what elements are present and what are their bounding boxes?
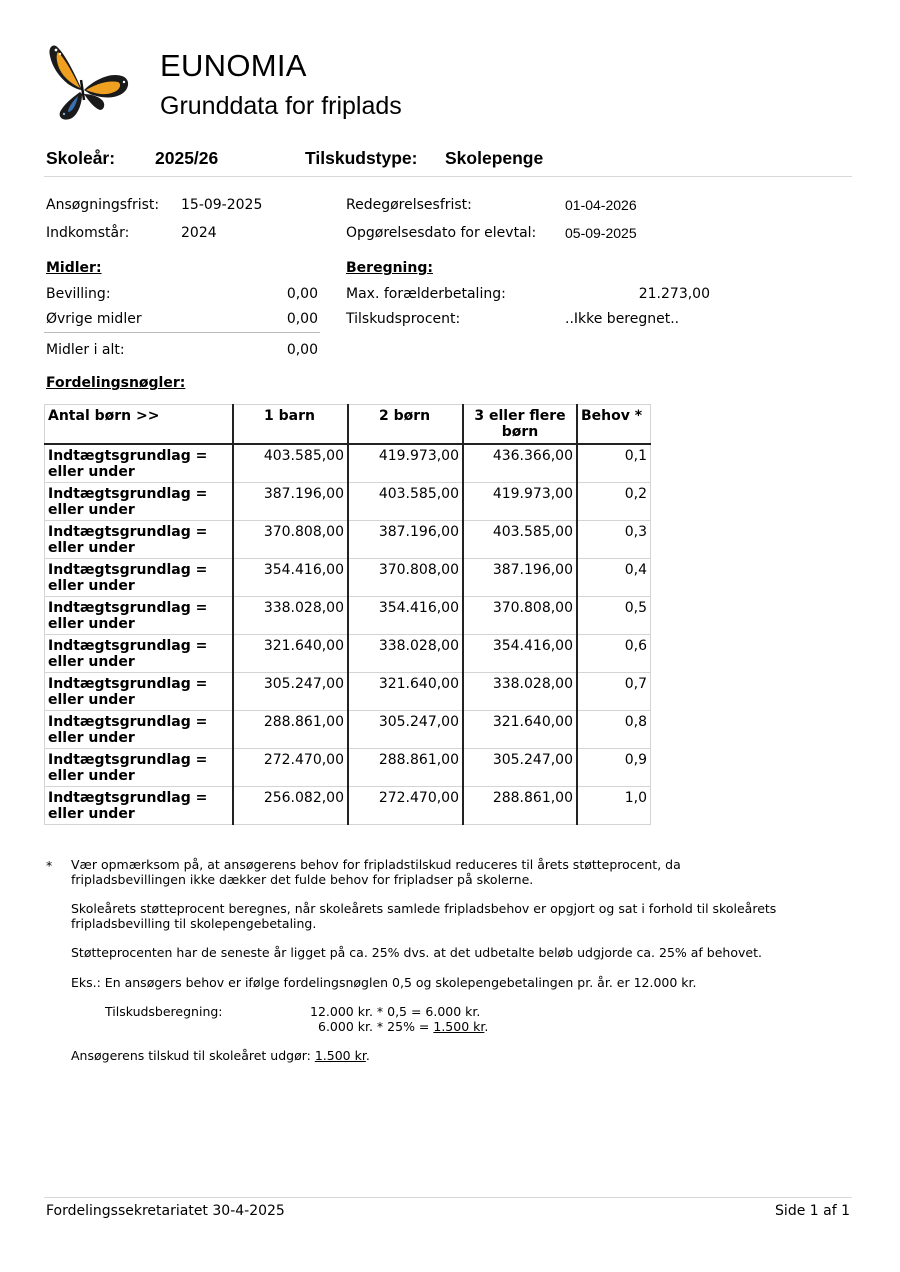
cell-3-children: 419.973,00: [463, 483, 577, 521]
other-funds-value: 0,00: [286, 311, 318, 327]
cell-3-children: 387.196,00: [463, 559, 577, 597]
cell-need: 0,5: [577, 597, 651, 635]
calc-line2-result: 1.500 kr: [433, 1019, 485, 1034]
cell-3-children: 354.416,00: [463, 635, 577, 673]
table-row: [45, 521, 651, 559]
distribution-table: [44, 404, 651, 825]
note-p3: Støtteprocenten har de seneste år ligget på ca. 25% dvs. at det udbetalte beløb udgjorde ca. 25% af behovet.: [71, 945, 762, 960]
cell-2-children: 354.416,00: [348, 597, 463, 635]
cell-1-child: 387.196,00: [233, 483, 348, 521]
table-row: [45, 444, 651, 483]
count-date-value: 05-09-2025: [565, 225, 637, 241]
note-p4: Eks.: En ansøgers behov er ifølge fordelingsnøglen 0,5 og skolepengebetalingen pr. år. er 12.000 kr.: [71, 975, 697, 990]
cell-1-child: 354.416,00: [233, 559, 348, 597]
funds-title: Midler:: [46, 260, 102, 276]
cell-2-children: 305.247,00: [348, 711, 463, 749]
row-label-cell: Indtægtsgrundlag = eller under: [45, 597, 234, 635]
cell-2-children: 321.640,00: [348, 673, 463, 711]
max-parent-value: 21.273,00: [638, 286, 710, 302]
cell-need: 0,8: [577, 711, 651, 749]
page-subtitle: Grunddata for friplads: [160, 92, 402, 120]
cell-2-children: 403.585,00: [348, 483, 463, 521]
note-p1: Vær opmærksom på, at ansøgerens behov for fripladstilskud reduceres til årets støtteprocent, da fripladsbevillingen ikke dækker det fulde behov for fripladser på skolerne.: [71, 857, 681, 887]
row-label-cell: Indtægtsgrundlag = eller under: [45, 483, 234, 521]
row-label-cell: Indtægtsgrundlag = eller under: [45, 673, 234, 711]
total-funds-label: Midler i alt:: [46, 342, 125, 358]
cell-3-children: 321.640,00: [463, 711, 577, 749]
cell-1-child: 403.585,00: [233, 444, 348, 483]
cell-need: 0,3: [577, 521, 651, 559]
income-year-label: Indkomstår:: [46, 225, 130, 241]
cell-need: 0,1: [577, 444, 651, 483]
cell-2-children: 419.973,00: [348, 444, 463, 483]
table-row: [45, 673, 651, 711]
grant-value: 0,00: [286, 286, 318, 302]
total-funds-value: 0,00: [286, 342, 318, 358]
percent-value: ..Ikke beregnet..: [565, 311, 680, 327]
final-result: 1.500 kr: [314, 1048, 366, 1063]
row-label-cell: Indtægtsgrundlag = eller under: [45, 749, 234, 787]
other-funds-label: Øvrige midler: [46, 311, 142, 327]
cell-3-children: 436.366,00: [463, 444, 577, 483]
deadline-value: 15-09-2025: [181, 197, 263, 213]
table-row: [45, 711, 651, 749]
header-need: Behov *: [577, 405, 651, 445]
footer-divider: [44, 1197, 852, 1198]
distribution-title: Fordelingsnøgler:: [46, 375, 186, 391]
cell-1-child: 321.640,00: [233, 635, 348, 673]
calc-line2-suffix: .: [484, 1019, 489, 1034]
cell-2-children: 338.028,00: [348, 635, 463, 673]
income-year-value: 2024: [181, 225, 217, 241]
deadline-label: Ansøgningsfrist:: [46, 197, 160, 213]
cell-3-children: 288.861,00: [463, 787, 577, 825]
table-row: [45, 559, 651, 597]
row-label-cell: Indtægtsgrundlag = eller under: [45, 787, 234, 825]
cell-2-children: 288.861,00: [348, 749, 463, 787]
row-label-cell: Indtægtsgrundlag = eller under: [45, 559, 234, 597]
cell-need: 0,7: [577, 673, 651, 711]
cell-1-child: 370.808,00: [233, 521, 348, 559]
count-date-label: Opgørelsesdato for elevtal:: [346, 225, 537, 241]
final-prefix: Ansøgerens tilskud til skoleåret udgør:: [71, 1048, 315, 1063]
calc-example-label: Tilskudsberegning:: [105, 1004, 223, 1019]
report-deadline-value: 01-04-2026: [565, 197, 637, 213]
row-label-cell: Indtægtsgrundlag = eller under: [45, 521, 234, 559]
cell-need: 0,2: [577, 483, 651, 521]
row-label-cell: Indtægtsgrundlag = eller under: [45, 711, 234, 749]
calc-line2-prefix: 6.000 kr. * 25% =: [318, 1019, 434, 1034]
footer-page-number: Side 1 af 1: [775, 1203, 850, 1219]
grant-label: Bevilling:: [46, 286, 111, 302]
table-row: [45, 483, 651, 521]
grant-type-value: Skolepenge: [445, 148, 544, 168]
cell-1-child: 256.082,00: [233, 787, 348, 825]
cell-1-child: 288.861,00: [233, 711, 348, 749]
header-divider: [44, 176, 852, 177]
max-parent-label: Max. forælderbetaling:: [346, 286, 506, 302]
final-grant-line: [71, 1048, 370, 1063]
cell-need: 0,6: [577, 635, 651, 673]
cell-need: 0,4: [577, 559, 651, 597]
percent-label: Tilskudsprocent:: [346, 311, 461, 327]
row-label-cell: Indtægtsgrundlag = eller under: [45, 444, 234, 483]
report-deadline-label: Redegørelsesfrist:: [346, 197, 472, 213]
note-p2: Skoleårets støtteprocent beregnes, når skoleårets samlede fripladsbehov er opgjort og sat i forhold til skoleårets fripladsbevilling til skolepengebetaling.: [71, 901, 777, 931]
brand-title: EUNOMIA: [160, 48, 307, 83]
table-row: [45, 635, 651, 673]
note-star: *: [46, 858, 53, 873]
calc-title: Beregning:: [346, 260, 433, 276]
header-1-child: 1 barn: [233, 405, 348, 445]
cell-3-children: 370.808,00: [463, 597, 577, 635]
table-header-row: [45, 405, 651, 445]
cell-3-children: 403.585,00: [463, 521, 577, 559]
school-year-label: Skoleår:: [46, 148, 116, 168]
cell-need: 1,0: [577, 787, 651, 825]
cell-1-child: 272.470,00: [233, 749, 348, 787]
table-row: [45, 787, 651, 825]
calc-example-line1: 12.000 kr. * 0,5 = 6.000 kr.: [310, 1004, 481, 1019]
cell-3-children: 338.028,00: [463, 673, 577, 711]
butterfly-logo-icon: [44, 42, 130, 126]
school-year-value: 2025/26: [155, 148, 219, 168]
header-children: Antal børn >>: [45, 405, 234, 445]
header-2-children: 2 børn: [348, 405, 463, 445]
cell-2-children: 272.470,00: [348, 787, 463, 825]
final-suffix: .: [365, 1048, 370, 1063]
header-3-children: 3 eller flere børn: [463, 405, 577, 445]
footer-left: Fordelingssekretariatet 30-4-2025: [46, 1203, 285, 1219]
cell-need: 0,9: [577, 749, 651, 787]
table-row: [45, 749, 651, 787]
cell-2-children: 387.196,00: [348, 521, 463, 559]
funds-sum-line: [44, 332, 320, 333]
cell-2-children: 370.808,00: [348, 559, 463, 597]
row-label-cell: Indtægtsgrundlag = eller under: [45, 635, 234, 673]
grant-type-label: Tilskudstype:: [305, 148, 418, 168]
cell-1-child: 305.247,00: [233, 673, 348, 711]
calc-example-line2: [318, 1019, 488, 1034]
table-row: [45, 597, 651, 635]
cell-1-child: 338.028,00: [233, 597, 348, 635]
cell-3-children: 305.247,00: [463, 749, 577, 787]
